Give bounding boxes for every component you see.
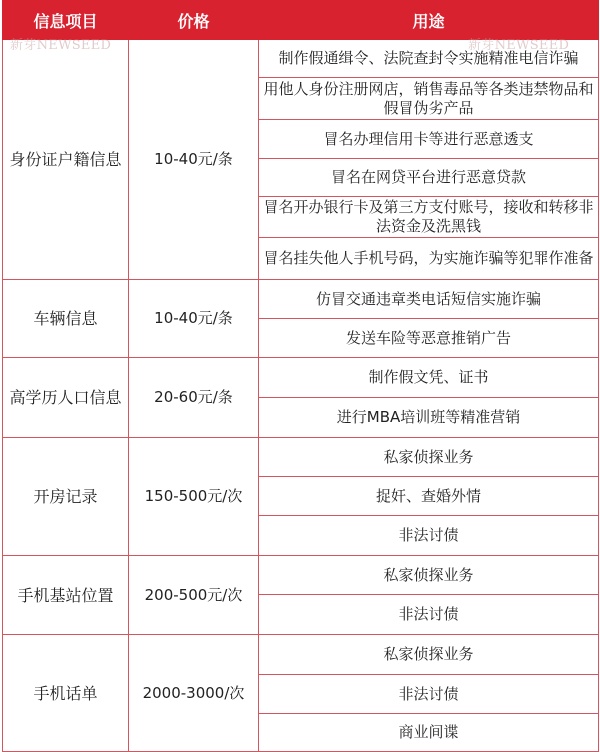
usage-cell: 仿冒交通违章类电话短信实施诈骗 xyxy=(259,280,599,319)
table-row xyxy=(3,438,599,477)
usage-cell: 捉奸、查婚外情 xyxy=(259,477,599,516)
info-price-table xyxy=(2,0,599,752)
table-header-row xyxy=(3,1,599,40)
table-row xyxy=(3,556,599,595)
usage-cell: 发送车险等恶意推销广告 xyxy=(259,319,599,358)
table-row xyxy=(3,280,599,319)
usage-cell: 用他人身份注册网店，销售毒品等各类违禁物品和假冒伪劣产品 xyxy=(259,78,599,120)
header-price: 价格 xyxy=(129,1,259,40)
table-row xyxy=(3,635,599,675)
price-cell: 10-40元/条 xyxy=(129,40,259,280)
item-cell: 车辆信息 xyxy=(3,280,129,358)
usage-cell: 冒名挂失他人手机号码，为实施诈骗等犯罪作准备 xyxy=(259,238,599,280)
usage-cell: 非法讨债 xyxy=(259,595,599,635)
usage-cell: 非法讨债 xyxy=(259,675,599,714)
price-cell: 2000-3000/次 xyxy=(129,635,259,752)
usage-cell: 非法讨债 xyxy=(259,516,599,556)
usage-cell: 冒名办理信用卡等进行恶意透支 xyxy=(259,120,599,159)
usage-cell: 制作假文凭、证书 xyxy=(259,358,599,398)
usage-cell: 冒名在网贷平台进行恶意贷款 xyxy=(259,159,599,197)
item-cell: 高学历人口信息 xyxy=(3,358,129,438)
usage-cell: 冒名开办银行卡及第三方支付账号，接收和转移非法资金及洗黑钱 xyxy=(259,197,599,238)
price-cell: 150-500元/次 xyxy=(129,438,259,556)
usage-cell: 私家侦探业务 xyxy=(259,556,599,595)
usage-cell: 制作假通缉令、法院查封令实施精准电信诈骗 xyxy=(259,40,599,78)
usage-cell: 私家侦探业务 xyxy=(259,635,599,675)
table-row xyxy=(3,40,599,78)
price-cell: 10-40元/条 xyxy=(129,280,259,358)
item-cell: 身份证户籍信息 xyxy=(3,40,129,280)
table-row xyxy=(3,358,599,398)
header-usage: 用途 xyxy=(259,1,599,40)
item-cell: 手机话单 xyxy=(3,635,129,752)
usage-cell: 私家侦探业务 xyxy=(259,438,599,477)
price-cell: 200-500元/次 xyxy=(129,556,259,635)
usage-cell: 商业间谍 xyxy=(259,714,599,752)
usage-cell: 进行MBA培训班等精准营销 xyxy=(259,398,599,438)
item-cell: 手机基站位置 xyxy=(3,556,129,635)
header-item: 信息项目 xyxy=(3,1,129,40)
watermark-left: 新芽NEWSEED xyxy=(10,38,112,53)
item-cell: 开房记录 xyxy=(3,438,129,556)
price-cell: 20-60元/条 xyxy=(129,358,259,438)
watermark-right: 新芽NEWSEED xyxy=(468,38,570,53)
